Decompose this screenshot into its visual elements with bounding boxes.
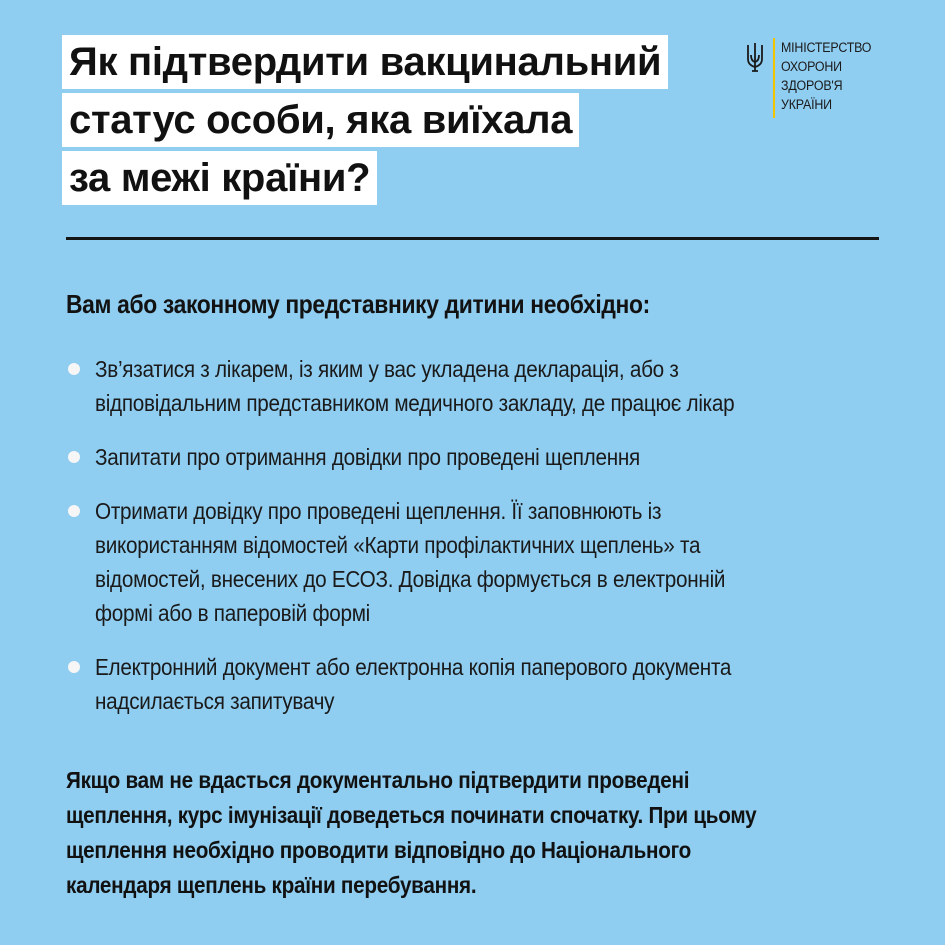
page-title bbox=[62, 35, 668, 209]
title-line-1: Як підтвердити вакцинальний bbox=[62, 35, 668, 89]
bullet-dot-icon bbox=[68, 505, 80, 517]
bullet-list bbox=[66, 352, 896, 738]
logo-line-1: МІНІСТЕРСТВО bbox=[781, 40, 872, 55]
list-item-text: Електронний документ або електронна копія паперового документа надсилається запитувачу bbox=[95, 654, 732, 714]
list-item bbox=[66, 650, 896, 718]
logo-line-4: УКРАЇНИ bbox=[781, 97, 832, 112]
list-item-text: Запитати про отримання довідки про проведені щеплення bbox=[95, 444, 640, 470]
title-line-2: статус особи, яка виїхала bbox=[62, 93, 579, 147]
logo-line-2: ОХОРОНИ bbox=[781, 59, 842, 74]
logo-line-3: ЗДОРОВ'Я bbox=[781, 78, 843, 93]
footer-note: Якщо вам не вдасться документально підтвердити проведені щеплення, курс імунізації доведеться починати спочатку. При цьому щеплення необхідно проводити відповідно до Національного календаря щеплень країни перебування. bbox=[66, 767, 757, 898]
bullet-dot-icon bbox=[68, 661, 80, 673]
list-item bbox=[66, 352, 896, 420]
bullet-dot-icon bbox=[68, 363, 80, 375]
list-item-text: Зв’язатися з лікарем, із яким у вас укладена декларація, або з відповідальним представником медичного закладу, де працює лікар bbox=[95, 356, 735, 416]
list-item-text: Отримати довідку про проведені щеплення. Її заповнюють із використанням відомостей «Карти профілактичних щеплень» та відомостей, внесених до ЕСОЗ. Довідка формується в електронній формі або в паперовій формі bbox=[95, 498, 726, 626]
section-divider bbox=[66, 237, 879, 240]
title-line-3: за межі країни? bbox=[62, 151, 377, 205]
ministry-logo bbox=[745, 38, 879, 118]
logo-text bbox=[781, 38, 871, 114]
bullet-dot-icon bbox=[68, 451, 80, 463]
list-item bbox=[66, 440, 896, 474]
logo-divider bbox=[773, 38, 775, 118]
subheading: Вам або законному представнику дитини необхідно: bbox=[66, 289, 650, 319]
list-item bbox=[66, 494, 896, 630]
trident-icon bbox=[745, 41, 765, 73]
